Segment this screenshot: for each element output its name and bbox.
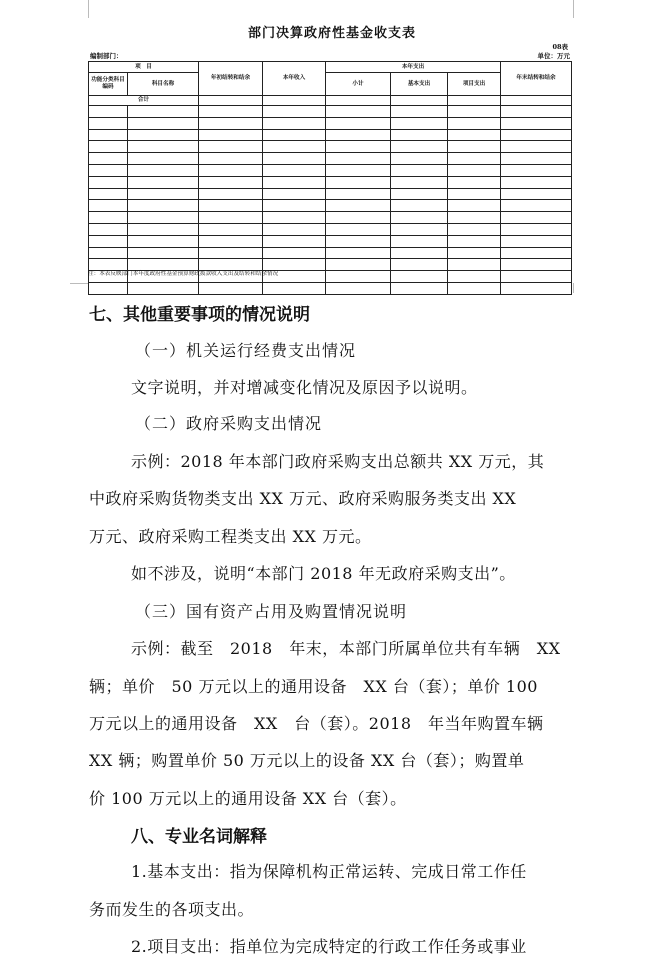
table-cell <box>448 106 501 118</box>
table-cell <box>89 176 128 188</box>
table-cell <box>263 141 326 153</box>
table-cell <box>448 188 501 200</box>
crop-mark <box>70 283 88 284</box>
header-end-balance: 年末结转和结余 <box>501 62 572 96</box>
table-cell <box>199 129 263 141</box>
table-cell <box>263 117 326 129</box>
table-cell <box>89 223 128 235</box>
table-cell <box>128 153 199 165</box>
table-cell <box>448 259 501 271</box>
table-cell <box>326 188 391 200</box>
table-cell <box>199 282 263 294</box>
table-cell <box>391 153 448 165</box>
table-cell <box>89 282 128 294</box>
table-cell <box>199 153 263 165</box>
header-subtotal: 小计 <box>326 73 391 96</box>
table-cell <box>391 271 448 283</box>
header-basic: 基本支出 <box>391 73 448 96</box>
table-cell <box>199 141 263 153</box>
heading-section-7: 七、其他重要事项的情况说明 <box>89 305 310 325</box>
heading-section-8: 八、专业名词解释 <box>131 827 267 847</box>
table-cell <box>326 129 391 141</box>
table-cell <box>326 141 391 153</box>
table-cell <box>391 212 448 224</box>
table-cell <box>326 259 391 271</box>
paragraph-line: 1.基本支出：指为保障机构正常运转、完成日常工作任 <box>131 862 527 881</box>
table-cell <box>128 212 199 224</box>
table-cell <box>128 106 199 118</box>
table-cell <box>501 235 572 247</box>
table-cell <box>448 141 501 153</box>
table-cell <box>501 164 572 176</box>
table-row <box>89 164 572 176</box>
table-cell <box>199 106 263 118</box>
table-row <box>89 106 572 118</box>
table-cell <box>501 247 572 259</box>
header-name: 科目名称 <box>128 73 199 96</box>
table-cell <box>391 141 448 153</box>
table-cell <box>391 106 448 118</box>
subheading-1: （一）机关运行经费支出情况 <box>135 341 357 360</box>
table-cell <box>326 164 391 176</box>
table-cell <box>391 200 448 212</box>
table-cell <box>391 188 448 200</box>
table-cell <box>89 106 128 118</box>
table-cell <box>326 282 391 294</box>
paragraph-line: XX 辆；购置单价 50 万元以上的设备 XX 台（套）；购置单 <box>89 751 525 770</box>
table-cell <box>501 200 572 212</box>
table-cell <box>263 129 326 141</box>
table-cell <box>199 223 263 235</box>
table-cell <box>89 200 128 212</box>
table-cell <box>263 96 326 106</box>
table-row <box>89 129 572 141</box>
table-cell <box>263 247 326 259</box>
table-cell <box>326 271 391 283</box>
table-cell <box>128 247 199 259</box>
table-cell <box>263 176 326 188</box>
table-cell <box>326 117 391 129</box>
table-row <box>89 247 572 259</box>
table-cell <box>199 96 263 106</box>
fund-table-figure <box>88 14 576 277</box>
table-cell <box>326 176 391 188</box>
table-cell <box>448 200 501 212</box>
table-cell <box>448 117 501 129</box>
table-cell <box>501 129 572 141</box>
table-cell <box>391 223 448 235</box>
table-cell <box>391 176 448 188</box>
table-cell <box>89 235 128 247</box>
paragraph-line: 文字说明，并对增减变化情况及原因予以说明。 <box>131 378 478 397</box>
table-cell <box>448 164 501 176</box>
table-cell <box>391 247 448 259</box>
table-cell <box>128 200 199 212</box>
table-cell <box>263 212 326 224</box>
table-cell <box>448 212 501 224</box>
form-number: 08表 <box>552 43 568 51</box>
subheading-2: （二）政府采购支出情况 <box>135 414 323 433</box>
header-income: 本年收入 <box>263 62 326 96</box>
table-cell <box>89 212 128 224</box>
table-cell <box>326 153 391 165</box>
table-cell <box>263 106 326 118</box>
table-cell <box>89 129 128 141</box>
table-cell <box>326 212 391 224</box>
table-row <box>89 188 572 200</box>
table-cell <box>326 200 391 212</box>
table-row <box>89 153 572 165</box>
table-cell <box>448 235 501 247</box>
table-cell <box>199 188 263 200</box>
paragraph-line: 万元以上的通用设备 XX 台（套）。2018 年当年购置车辆 <box>89 714 544 733</box>
table-cell <box>263 282 326 294</box>
crop-mark <box>573 283 574 293</box>
table-cell <box>448 96 501 106</box>
paragraph-line: 务而发生的各项支出。 <box>89 900 255 919</box>
paragraph-line: 万元、政府采购工程类支出 XX 万元。 <box>89 527 372 546</box>
table-row <box>89 176 572 188</box>
table-cell <box>89 164 128 176</box>
table-cell <box>391 96 448 106</box>
table-row <box>89 223 572 235</box>
table-cell <box>89 117 128 129</box>
table-cell <box>128 129 199 141</box>
table-cell <box>326 223 391 235</box>
table-cell <box>391 117 448 129</box>
table-cell <box>501 271 572 283</box>
paragraph-line: 示例：截至 2018 年末，本部门所属单位共有车辆 XX <box>131 639 561 658</box>
table-cell <box>448 271 501 283</box>
table-row <box>89 282 572 294</box>
table-cell <box>391 259 448 271</box>
table-cell <box>501 96 572 106</box>
table-row <box>89 141 572 153</box>
table-cell <box>501 141 572 153</box>
dept-label: 编制部门： <box>90 52 123 60</box>
table-body <box>89 106 572 295</box>
table-title: 部门决算政府性基金收支表 <box>247 26 416 41</box>
table-cell <box>128 188 199 200</box>
unit-label: 单位：万元 <box>537 52 570 60</box>
table-cell <box>89 141 128 153</box>
table-cell <box>448 247 501 259</box>
table-cell <box>128 164 199 176</box>
table-cell <box>263 153 326 165</box>
table-cell <box>199 247 263 259</box>
table-cell <box>448 129 501 141</box>
header-code: 功能分类科目编码 <box>89 73 128 96</box>
table-note: 注：本表反映部门本年度政府性基金预算财政拨款收入支出及结转和结余情况 <box>88 271 279 277</box>
paragraph-line: 示例：2018 年本部门政府采购支出总额共 XX 万元，其 <box>131 452 545 471</box>
table-cell <box>199 176 263 188</box>
table-cell <box>263 200 326 212</box>
table-cell <box>128 223 199 235</box>
table-cell <box>199 164 263 176</box>
paragraph-line: 价 100 万元以上的通用设备 XX 台（套）。 <box>89 789 407 808</box>
table-cell <box>448 223 501 235</box>
table-cell <box>199 200 263 212</box>
table-cell <box>326 235 391 247</box>
table-cell <box>199 212 263 224</box>
table-row <box>89 200 572 212</box>
table-cell <box>448 153 501 165</box>
table-cell <box>263 164 326 176</box>
subheading-3: （三）国有资产占用及购置情况说明 <box>135 602 408 621</box>
table-cell <box>199 117 263 129</box>
table-cell <box>501 106 572 118</box>
table-cell <box>501 223 572 235</box>
table-cell <box>89 153 128 165</box>
table-cell <box>448 282 501 294</box>
header-expense: 本年支出 <box>326 62 501 73</box>
table-cell <box>263 235 326 247</box>
header-item: 项 目 <box>89 62 199 73</box>
paragraph-line: 中政府采购货物类支出 XX 万元、政府采购服务类支出 XX <box>89 489 517 508</box>
table-cell <box>326 247 391 259</box>
table-cell <box>199 235 263 247</box>
table-cell <box>128 282 199 294</box>
paragraph-line: 如不涉及，说明“本部门 2018 年无政府采购支出”。 <box>131 564 516 583</box>
table-cell <box>501 212 572 224</box>
table-cell <box>391 282 448 294</box>
table-cell <box>391 164 448 176</box>
table-cell <box>326 96 391 106</box>
table-cell <box>326 106 391 118</box>
paragraph-line: 辆；单价 50 万元以上的通用设备 XX 台（套）；单价 100 <box>89 677 538 696</box>
paragraph-line: 2.项目支出：指单位为完成特定的行政工作任务或事业 <box>131 937 527 956</box>
table-cell <box>391 129 448 141</box>
table-cell <box>501 153 572 165</box>
table-cell <box>448 176 501 188</box>
table-cell <box>128 141 199 153</box>
table-cell <box>501 259 572 271</box>
header-begin-balance: 年初结转和结余 <box>199 62 263 96</box>
table-cell <box>89 247 128 259</box>
table-cell <box>128 176 199 188</box>
table-cell <box>263 188 326 200</box>
total-label: 合计 <box>89 96 199 106</box>
table-cell <box>501 176 572 188</box>
table-row <box>89 117 572 129</box>
table-cell <box>391 235 448 247</box>
table-cell <box>89 188 128 200</box>
fund-table <box>88 61 572 295</box>
header-project: 项目支出 <box>448 73 501 96</box>
table-cell <box>128 235 199 247</box>
table-cell <box>128 117 199 129</box>
table-cell <box>501 188 572 200</box>
table-row <box>89 235 572 247</box>
table-cell <box>501 117 572 129</box>
table-cell <box>263 223 326 235</box>
table-cell <box>501 282 572 294</box>
table-row <box>89 212 572 224</box>
